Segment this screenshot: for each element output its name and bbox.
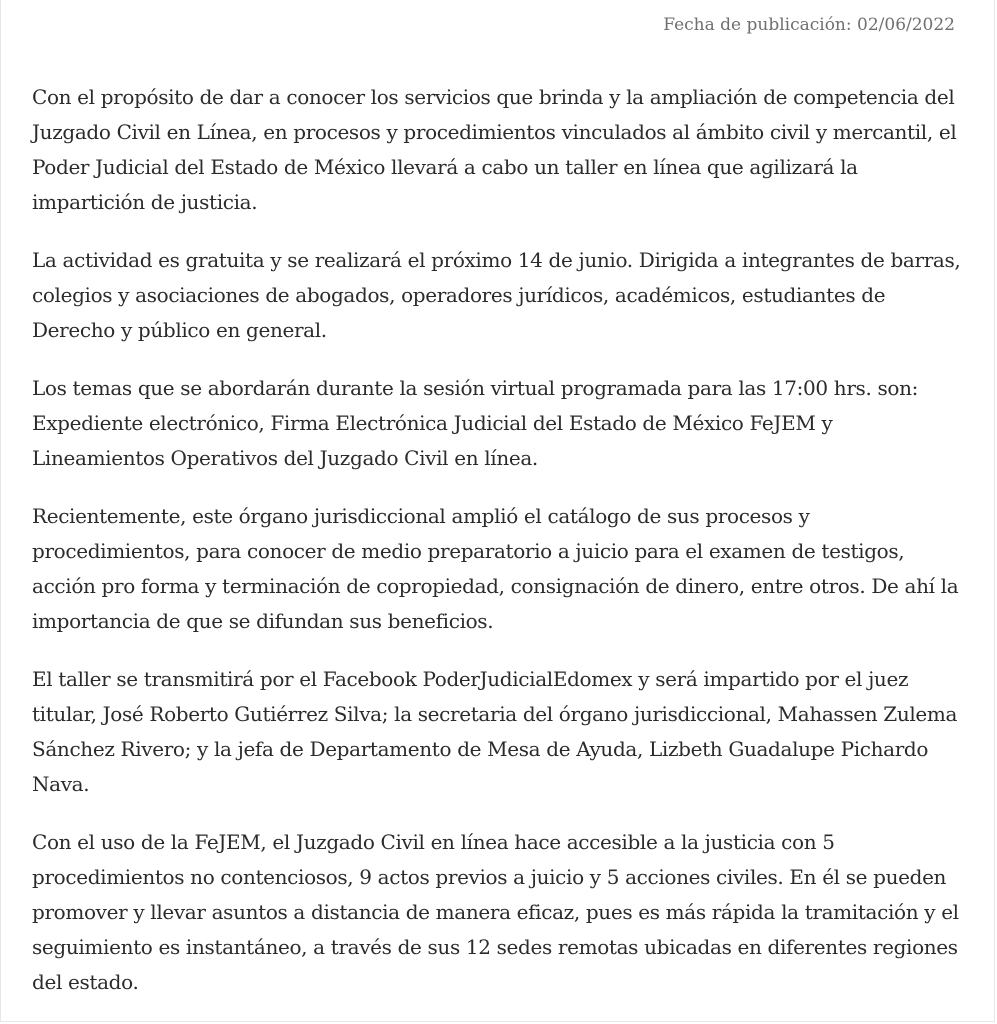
article-paragraph: El taller se transmitirá por el Facebook PoderJudicialEdomex y será impartido por el juez titular, José Roberto Gutiérrez Silva; la secretaria del órgano jurisdiccional, Mahassen Zulema Sánchez Rivero; y la jefa de Departamento de Mesa de Ayuda, Lizbeth Guadalupe Pichardo Nava. — [32, 667, 958, 796]
article-paragraph: Con el propósito de dar a conocer los servicios que brinda y la ampliación de competencia del Juzgado Civil en Línea, en procesos y procedimientos vinculados al ámbito civil y mercantil, el Poder Judicial del Estado de México llevará a cabo un taller en línea que agilizará la impartición de justicia. — [32, 85, 957, 214]
article-paragraph: Los temas que se abordarán durante la sesión virtual programada para las 17:00 hrs. son: Expediente electrónico, Firma Electrónica Judicial del Estado de México FeJEM y Lineamientos Operativos del Juzgado Civil en línea. — [32, 376, 918, 470]
article-paragraph: Recientemente, este órgano jurisdiccional amplió el catálogo de sus procesos y procedimientos, para conocer de medio preparatorio a juicio para el examen de testigos, acción pro forma y terminación de copropiedad, consignación de dinero, entre otros. De ahí la importancia de que se difundan sus beneficios. — [32, 504, 959, 633]
article-body — [32, 80, 970, 1023]
article-paragraph: Con el uso de la FeJEM, el Juzgado Civil en línea hace accesible a la justicia con 5 procedimientos no contenciosos, 9 actos previos a juicio y 5 acciones civiles. En él se pueden promover y llevar asuntos a distancia de manera eficaz, pues es más rápida la tramitación y el seguimiento es instantáneo, a través de sus 12 sedes remotas ubicadas en diferentes regiones del estado. — [32, 830, 959, 994]
article-paragraph: La actividad es gratuita y se realizará el próximo 14 de junio. Dirigida a integrantes de barras, colegios y asociaciones de abogados, operadores jurídicos, académicos, estudiantes de Derecho y público en general. — [32, 248, 961, 342]
publication-date: Fecha de publicación: 02/06/2022 — [663, 15, 955, 35]
